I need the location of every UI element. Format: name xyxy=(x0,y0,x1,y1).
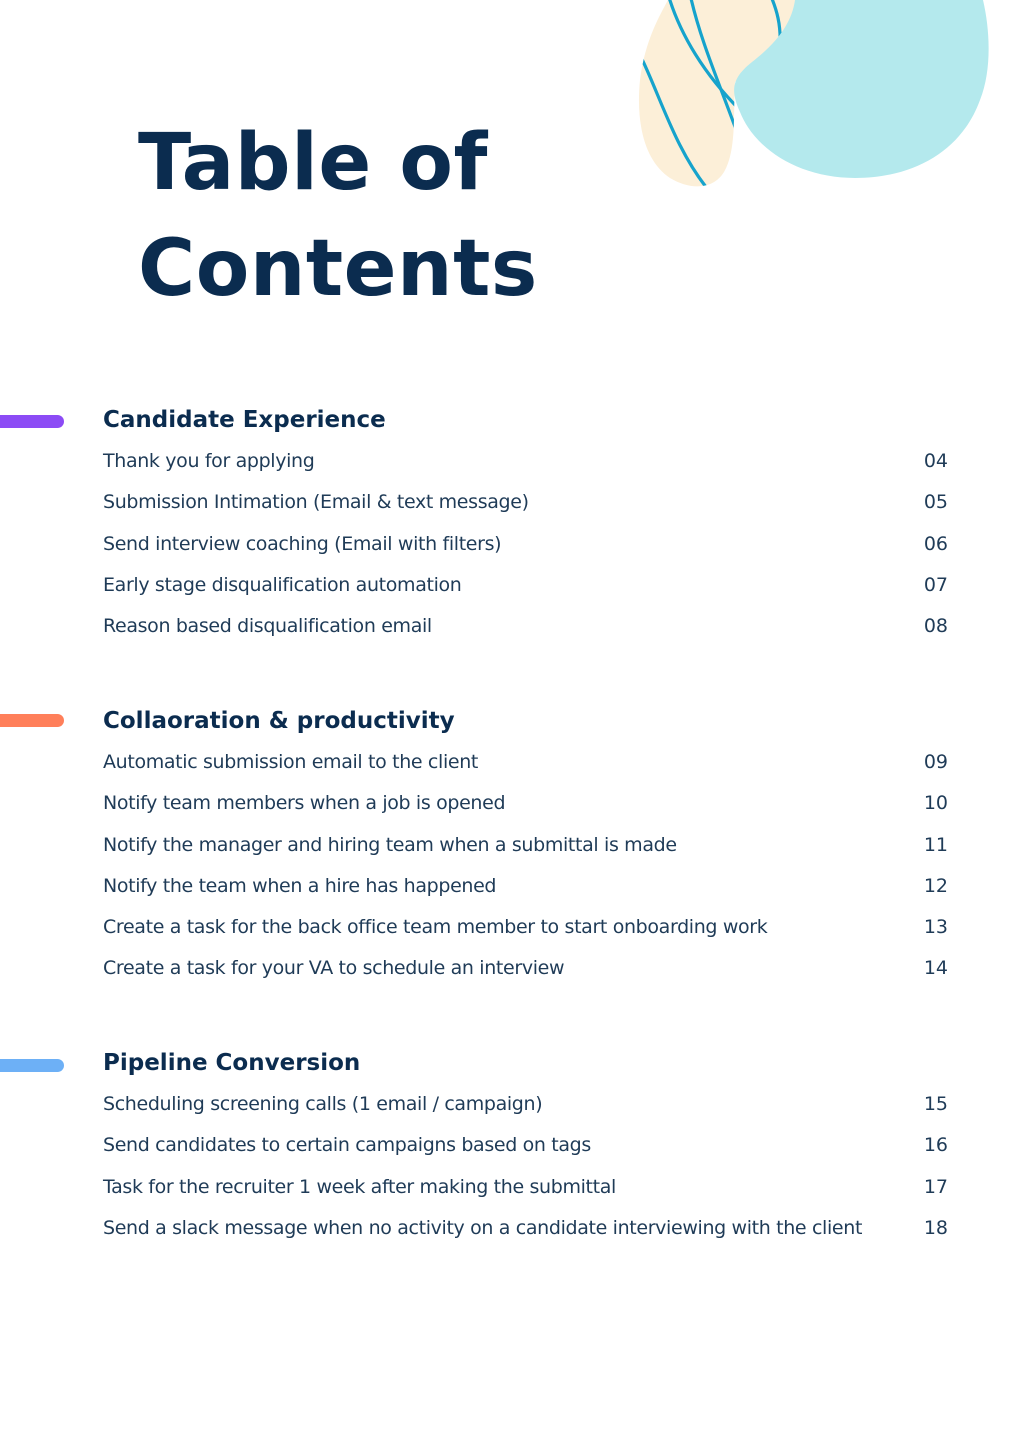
page-title-line-2: Contents xyxy=(138,224,538,314)
page-title-line-1: Table of xyxy=(138,118,488,208)
toc-entry[interactable] xyxy=(103,1216,948,1257)
toc-entry[interactable] xyxy=(103,1175,948,1216)
toc-entry-title: Submission Intimation (Email & text message) xyxy=(103,491,529,514)
toc-entry-title: Scheduling screening calls (1 email / campaign) xyxy=(103,1093,543,1115)
toc-entry-page-number: 16 xyxy=(923,1134,948,1157)
toc-entry-title: Send a slack message when no activity on a candidate interviewing with the client xyxy=(103,1216,863,1239)
stripe-line xyxy=(640,55,710,192)
page-title xyxy=(138,110,538,322)
toc-entry-title: Reason based disqualification email xyxy=(103,615,432,638)
toc-entry-page-number: 06 xyxy=(923,532,948,555)
toc-entry-page-number: 18 xyxy=(923,1216,948,1239)
toc-entry[interactable] xyxy=(103,791,948,832)
stripe-line xyxy=(770,0,780,45)
toc-entry-page-number: 12 xyxy=(923,874,948,897)
toc-entry-list xyxy=(103,750,948,998)
toc-entry-page-number: 05 xyxy=(923,491,948,514)
toc-entry-page-number: 13 xyxy=(923,916,948,939)
toc-entry-page-number: 14 xyxy=(923,957,948,980)
toc-entry-title: Send interview coaching (Email with filters) xyxy=(103,532,502,555)
toc-entry[interactable] xyxy=(103,874,948,915)
toc-entry[interactable] xyxy=(103,449,948,490)
toc-entry-title: Send candidates to certain campaigns based on tags xyxy=(103,1134,591,1157)
section-heading: Collaoration & productivity xyxy=(103,708,455,734)
toc-entry-title: Create a task for your VA to schedule an interview xyxy=(103,957,565,980)
toc-entry[interactable] xyxy=(103,956,948,997)
toc-entry-page-number: 08 xyxy=(923,615,948,638)
cream-blob xyxy=(639,0,795,186)
toc-entry[interactable] xyxy=(103,833,948,874)
stripe-line xyxy=(690,0,738,135)
toc-entry[interactable] xyxy=(103,750,948,791)
toc-entry[interactable] xyxy=(103,1092,948,1133)
toc-entry-title: Notify the manager and hiring team when a submittal is made xyxy=(103,833,677,856)
toc-entry-list xyxy=(103,1092,948,1257)
toc-entry-title: Early stage disqualification automation xyxy=(103,573,462,596)
toc-entry-list xyxy=(103,449,948,655)
stripe-line xyxy=(668,0,740,110)
toc-entry[interactable] xyxy=(103,490,948,531)
toc-entry-page-number: 07 xyxy=(923,573,948,596)
toc-entry-title: Task for the recruiter 1 week after making the submittal xyxy=(103,1175,616,1198)
toc-entry-page-number: 17 xyxy=(923,1175,948,1198)
toc-entry[interactable] xyxy=(103,532,948,573)
toc-entry[interactable] xyxy=(103,573,948,614)
section-accent-bar xyxy=(0,1059,64,1072)
toc-entry-title: Thank you for applying xyxy=(103,450,315,472)
toc-entry-title: Automatic submission email to the client xyxy=(103,751,479,773)
toc-entry-page-number: 15 xyxy=(923,1093,948,1115)
toc-entry[interactable] xyxy=(103,614,948,655)
toc-entry-page-number: 04 xyxy=(923,450,948,472)
toc-entry-page-number: 11 xyxy=(923,833,948,856)
teal-blob xyxy=(734,0,989,178)
toc-entry[interactable] xyxy=(103,915,948,956)
toc-entry-page-number: 09 xyxy=(923,751,948,773)
section-accent-bar xyxy=(0,415,64,428)
toc-entry-page-number: 10 xyxy=(923,792,948,815)
toc-entry-title: Create a task for the back office team member to start onboarding work xyxy=(103,916,768,939)
section-heading: Candidate Experience xyxy=(103,407,386,433)
toc-entry-title: Notify team members when a job is opened xyxy=(103,792,506,815)
section-heading: Pipeline Conversion xyxy=(103,1050,361,1076)
toc-entry-title: Notify the team when a hire has happened xyxy=(103,874,497,897)
toc-entry[interactable] xyxy=(103,1133,948,1174)
section-accent-bar xyxy=(0,714,64,727)
